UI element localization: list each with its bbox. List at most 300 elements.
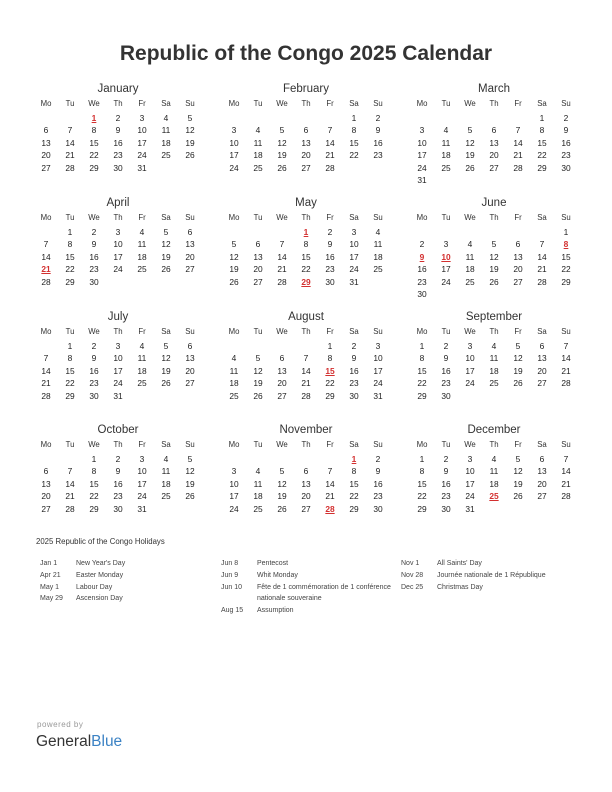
day-cell: 26 [185, 491, 195, 501]
day-cell: 17 [113, 251, 123, 262]
day-cell: 2 [375, 112, 381, 123]
day-cell: 12 [513, 466, 523, 476]
holiday-date: Aug 15 [221, 607, 244, 615]
day-cell: 30 [417, 289, 427, 299]
day-cell: 3 [115, 340, 121, 351]
weekday-label: Tu [65, 440, 75, 449]
day-cell: 13 [537, 353, 547, 363]
day-cell: 17 [229, 491, 239, 501]
holiday-name: Whit Monday [257, 571, 298, 579]
holiday-item [221, 582, 407, 606]
weekday-label: Mo [228, 213, 240, 222]
day-cell: 15 [417, 478, 427, 489]
day-cell: 28 [561, 378, 571, 388]
week-row [410, 276, 578, 289]
holiday-day-cell: 15 [325, 365, 335, 376]
day-cell [342, 162, 366, 175]
weekday-label: Sa [349, 327, 359, 336]
weekday-label: Su [373, 213, 383, 222]
day-cell: 1 [327, 340, 333, 351]
day-cell [294, 340, 318, 353]
day-cell: 28 [41, 276, 51, 287]
weekday-label: Fr [514, 327, 522, 336]
weekday-label: Sa [161, 327, 171, 336]
weekday-label: Sa [161, 213, 171, 222]
day-cell: 29 [349, 503, 359, 514]
week-row [410, 226, 578, 239]
day-cell: 10 [113, 239, 123, 249]
weekday-label: Fr [514, 99, 522, 108]
weekday-label: We [88, 99, 100, 108]
day-cell: 14 [561, 353, 571, 363]
day-cell: 16 [89, 251, 99, 262]
weekday-label: Fr [138, 327, 146, 336]
day-cell: 19 [277, 150, 287, 160]
weekday-label: Th [113, 327, 123, 336]
day-cell: 22 [65, 264, 75, 274]
day-cell: 15 [537, 137, 547, 148]
day-cell: 26 [465, 162, 475, 173]
month-name: December [467, 424, 521, 436]
weekday-label: Sa [161, 440, 171, 449]
day-cell: 29 [537, 162, 547, 173]
month-july [34, 310, 202, 402]
day-cell: 10 [137, 125, 147, 135]
weekday-label: Tu [441, 327, 451, 336]
day-cell [506, 288, 530, 301]
holiday-date: Nov 28 [401, 571, 424, 579]
day-cell [270, 340, 294, 353]
day-cell: 3 [115, 226, 121, 237]
day-cell: 27 [301, 162, 311, 173]
day-cell: 22 [89, 150, 99, 160]
day-cell: 18 [465, 264, 475, 274]
day-cell: 28 [65, 503, 75, 514]
day-cell: 21 [561, 365, 571, 376]
week-row [34, 490, 202, 503]
day-cell: 5 [231, 239, 237, 249]
day-cell [222, 112, 246, 125]
month-december [410, 423, 578, 515]
day-cell: 16 [325, 251, 335, 262]
holiday-name: Labour Day [76, 583, 113, 591]
day-cell: 30 [113, 162, 123, 173]
weekday-label: Su [373, 440, 383, 449]
day-cell: 13 [185, 353, 195, 363]
holiday-date: Jun 10 [221, 583, 243, 591]
day-cell [482, 174, 506, 187]
week-row [410, 162, 578, 175]
week-row [410, 377, 578, 390]
day-cell [154, 390, 178, 403]
week-row [410, 251, 578, 264]
week-row [34, 390, 202, 403]
day-cell: 23 [561, 150, 571, 160]
day-cell: 5 [515, 453, 521, 464]
day-cell: 10 [229, 137, 239, 148]
day-cell: 13 [185, 239, 195, 249]
week-row [34, 238, 202, 251]
day-cell: 11 [489, 353, 499, 363]
day-cell: 1 [91, 453, 97, 464]
day-cell [178, 162, 202, 175]
day-cell [294, 453, 318, 466]
day-cell: 12 [277, 137, 287, 148]
day-cell: 11 [137, 239, 147, 249]
day-cell: 1 [563, 226, 569, 237]
day-cell: 26 [253, 390, 263, 401]
day-cell [270, 112, 294, 125]
month-name: November [279, 424, 333, 436]
holiday-date: Jun 9 [221, 571, 239, 579]
week-row [34, 352, 202, 365]
day-cell: 20 [185, 365, 195, 376]
day-cell: 11 [465, 251, 475, 262]
logo-blue-text: Blue [91, 733, 123, 750]
day-cell: 24 [137, 150, 147, 160]
week-row [410, 490, 578, 503]
week-row [410, 149, 578, 162]
day-cell [366, 162, 390, 175]
holiday-name: Christmas Day [437, 583, 483, 591]
weekday-label: Mo [228, 440, 240, 449]
day-cell: 21 [65, 150, 75, 160]
day-cell: 16 [349, 365, 359, 376]
day-cell: 14 [325, 137, 335, 148]
weekday-label: Fr [326, 99, 334, 108]
weekday-label: Fr [514, 213, 522, 222]
week-row [222, 162, 390, 175]
month-may [222, 196, 390, 288]
weekday-header [410, 439, 578, 452]
day-cell [554, 288, 578, 301]
day-cell: 7 [327, 466, 333, 476]
day-cell: 27 [185, 264, 195, 274]
day-cell [458, 112, 482, 125]
month-january [34, 82, 202, 174]
day-cell [554, 503, 578, 516]
day-cell: 17 [349, 251, 359, 262]
day-cell: 8 [351, 125, 357, 135]
day-cell: 18 [489, 478, 499, 489]
day-cell [410, 226, 434, 239]
day-cell: 30 [373, 503, 383, 514]
weekday-header [222, 98, 390, 111]
holiday-item [40, 582, 226, 594]
month-october [34, 423, 202, 515]
day-cell: 9 [115, 125, 121, 135]
month-name: May [295, 197, 317, 209]
day-cell: 12 [229, 251, 239, 262]
day-cell: 26 [161, 264, 171, 274]
day-cell: 19 [277, 491, 287, 501]
day-cell: 11 [373, 239, 383, 249]
day-cell: 5 [163, 226, 169, 237]
day-cell: 29 [89, 162, 99, 173]
weekday-label: Mo [416, 327, 428, 336]
day-cell [530, 174, 554, 187]
day-cell: 21 [325, 491, 335, 501]
weekday-header [34, 98, 202, 111]
weekday-label: Th [301, 327, 311, 336]
day-cell: 27 [277, 390, 287, 401]
week-row [222, 149, 390, 162]
day-cell: 5 [515, 340, 521, 351]
day-cell: 25 [373, 264, 383, 274]
day-cell: 25 [161, 150, 171, 160]
day-cell: 19 [513, 478, 523, 489]
week-row [222, 226, 390, 239]
day-cell: 24 [113, 378, 123, 388]
weekday-header [410, 98, 578, 111]
weekday-label: Tu [253, 327, 263, 336]
week-row [222, 365, 390, 378]
day-cell: 19 [465, 150, 475, 160]
day-cell: 29 [65, 390, 75, 401]
day-cell: 9 [443, 466, 449, 476]
day-cell: 8 [303, 239, 309, 249]
day-cell: 5 [163, 340, 169, 351]
weekday-label: Tu [253, 440, 263, 449]
week-row [410, 390, 578, 403]
day-cell: 12 [161, 353, 171, 363]
day-cell: 30 [325, 276, 335, 287]
day-cell: 21 [561, 478, 571, 489]
day-cell: 21 [41, 378, 51, 388]
weekday-label: Sa [537, 440, 547, 449]
day-cell: 10 [113, 353, 123, 363]
day-cell: 26 [513, 378, 523, 388]
day-cell: 12 [277, 478, 287, 489]
day-cell: 18 [161, 478, 171, 489]
holiday-day-cell: 8 [563, 239, 569, 249]
weekday-label: Sa [537, 99, 547, 108]
day-cell: 27 [537, 491, 547, 501]
day-cell: 14 [561, 466, 571, 476]
day-cell: 11 [229, 365, 239, 376]
day-cell [506, 503, 530, 516]
day-cell: 4 [139, 340, 145, 351]
day-cell: 8 [351, 466, 357, 476]
day-cell: 10 [465, 353, 475, 363]
holiday-item [40, 593, 226, 605]
weekday-label: Su [185, 327, 195, 336]
day-cell: 17 [113, 365, 123, 376]
day-cell: 24 [465, 491, 475, 501]
weekday-label: Su [561, 213, 571, 222]
day-cell: 22 [301, 264, 311, 274]
day-cell: 17 [229, 150, 239, 160]
weekday-label: We [276, 213, 288, 222]
holiday-date: Apr 21 [40, 571, 61, 579]
generalblue-logo[interactable] [36, 733, 122, 751]
day-cell [154, 276, 178, 289]
week-row [34, 263, 202, 276]
weekday-header [222, 212, 390, 225]
weekday-label: Tu [253, 99, 263, 108]
day-cell: 1 [351, 112, 357, 123]
day-cell: 19 [513, 365, 523, 376]
day-cell: 3 [467, 453, 473, 464]
day-cell: 28 [65, 162, 75, 173]
day-cell: 27 [513, 276, 523, 287]
week-row [34, 276, 202, 289]
day-cell [458, 226, 482, 239]
week-row [34, 251, 202, 264]
day-cell: 18 [253, 150, 263, 160]
day-cell: 16 [89, 365, 99, 376]
weekday-label: Sa [537, 327, 547, 336]
day-cell: 26 [161, 378, 171, 388]
day-cell: 11 [161, 466, 171, 476]
holiday-name: Easter Monday [76, 571, 124, 579]
day-cell: 28 [301, 390, 311, 401]
day-cell: 29 [89, 503, 99, 514]
week-row [410, 503, 578, 516]
day-cell: 22 [349, 491, 359, 501]
day-cell: 8 [67, 353, 73, 363]
week-row [410, 453, 578, 466]
weekday-label: Mo [40, 213, 52, 222]
weekday-label: Fr [326, 213, 334, 222]
day-cell: 1 [419, 453, 425, 464]
month-name: August [288, 311, 324, 323]
day-cell: 13 [537, 466, 547, 476]
day-cell: 9 [91, 353, 97, 363]
day-cell [222, 226, 246, 239]
holiday-item [401, 558, 587, 570]
day-cell: 27 [41, 162, 51, 173]
day-cell: 27 [537, 378, 547, 388]
day-cell [178, 276, 202, 289]
day-cell: 9 [375, 466, 381, 476]
day-cell: 17 [417, 150, 427, 160]
day-cell: 6 [255, 239, 261, 249]
day-cell: 20 [537, 478, 547, 489]
weekday-label: We [276, 99, 288, 108]
day-cell: 29 [417, 503, 427, 514]
day-cell: 15 [561, 251, 571, 262]
day-cell: 24 [113, 264, 123, 274]
day-cell: 12 [185, 125, 195, 135]
day-cell: 11 [161, 125, 171, 135]
day-cell [34, 112, 58, 125]
day-cell: 3 [467, 340, 473, 351]
day-cell: 27 [253, 276, 263, 287]
day-cell: 13 [301, 478, 311, 489]
day-cell: 13 [41, 137, 51, 148]
week-row [410, 137, 578, 150]
day-cell [34, 453, 58, 466]
weekday-label: We [88, 327, 100, 336]
weekday-header [410, 212, 578, 225]
day-cell: 9 [443, 353, 449, 363]
day-cell: 23 [373, 491, 383, 501]
day-cell: 4 [443, 125, 449, 135]
week-row [410, 288, 578, 301]
day-cell [482, 112, 506, 125]
week-row [222, 503, 390, 516]
week-row [222, 352, 390, 365]
day-cell [554, 174, 578, 187]
day-cell: 17 [465, 478, 475, 489]
weekday-label: Th [489, 213, 499, 222]
day-cell: 24 [441, 276, 451, 287]
week-row [222, 390, 390, 403]
day-cell: 23 [441, 378, 451, 388]
day-cell [178, 503, 202, 516]
weekday-label: Su [373, 327, 383, 336]
month-april [34, 196, 202, 288]
day-cell: 21 [325, 150, 335, 160]
day-cell: 30 [113, 503, 123, 514]
month-november [222, 423, 390, 515]
day-cell: 31 [349, 276, 359, 287]
day-cell: 28 [277, 276, 287, 287]
day-cell: 6 [279, 353, 285, 363]
day-cell: 19 [185, 137, 195, 148]
weekday-label: Fr [138, 213, 146, 222]
week-row [410, 263, 578, 276]
day-cell: 30 [349, 390, 359, 401]
day-cell: 2 [91, 340, 97, 351]
day-cell: 4 [467, 239, 473, 249]
weekday-label: Tu [253, 213, 263, 222]
day-cell: 8 [539, 125, 545, 135]
day-cell: 7 [563, 453, 569, 464]
holiday-name: New Year's Day [76, 560, 126, 567]
weekday-label: Th [113, 213, 123, 222]
day-cell: 10 [137, 466, 147, 476]
day-cell [246, 453, 270, 466]
week-row [222, 251, 390, 264]
week-row [34, 503, 202, 516]
weekday-label: Mo [416, 213, 428, 222]
week-row [34, 149, 202, 162]
day-cell [34, 340, 58, 353]
weekday-label: Mo [40, 99, 52, 108]
day-cell: 7 [563, 340, 569, 351]
holiday-date: May 29 [40, 595, 63, 603]
weekday-label: Mo [416, 440, 428, 449]
day-cell: 14 [65, 137, 75, 148]
weekday-label: Su [185, 99, 195, 108]
day-cell: 15 [89, 478, 99, 489]
day-cell: 16 [113, 478, 123, 489]
day-cell: 3 [231, 125, 237, 135]
week-row [34, 453, 202, 466]
day-cell: 18 [161, 137, 171, 148]
day-cell: 5 [187, 112, 193, 123]
weekday-label: Th [489, 99, 499, 108]
day-cell [246, 340, 270, 353]
day-cell: 21 [537, 264, 547, 274]
weekday-label: We [464, 327, 476, 336]
weekday-header [34, 439, 202, 452]
week-row [410, 124, 578, 137]
day-cell: 24 [137, 491, 147, 501]
week-row [34, 377, 202, 390]
weekday-label: Su [561, 440, 571, 449]
day-cell [294, 112, 318, 125]
holiday-item [221, 570, 407, 582]
week-row [222, 340, 390, 353]
weekday-label: Tu [441, 99, 451, 108]
day-cell: 16 [441, 365, 451, 376]
day-cell: 7 [327, 125, 333, 135]
day-cell: 22 [417, 378, 427, 388]
weekday-header [222, 326, 390, 339]
